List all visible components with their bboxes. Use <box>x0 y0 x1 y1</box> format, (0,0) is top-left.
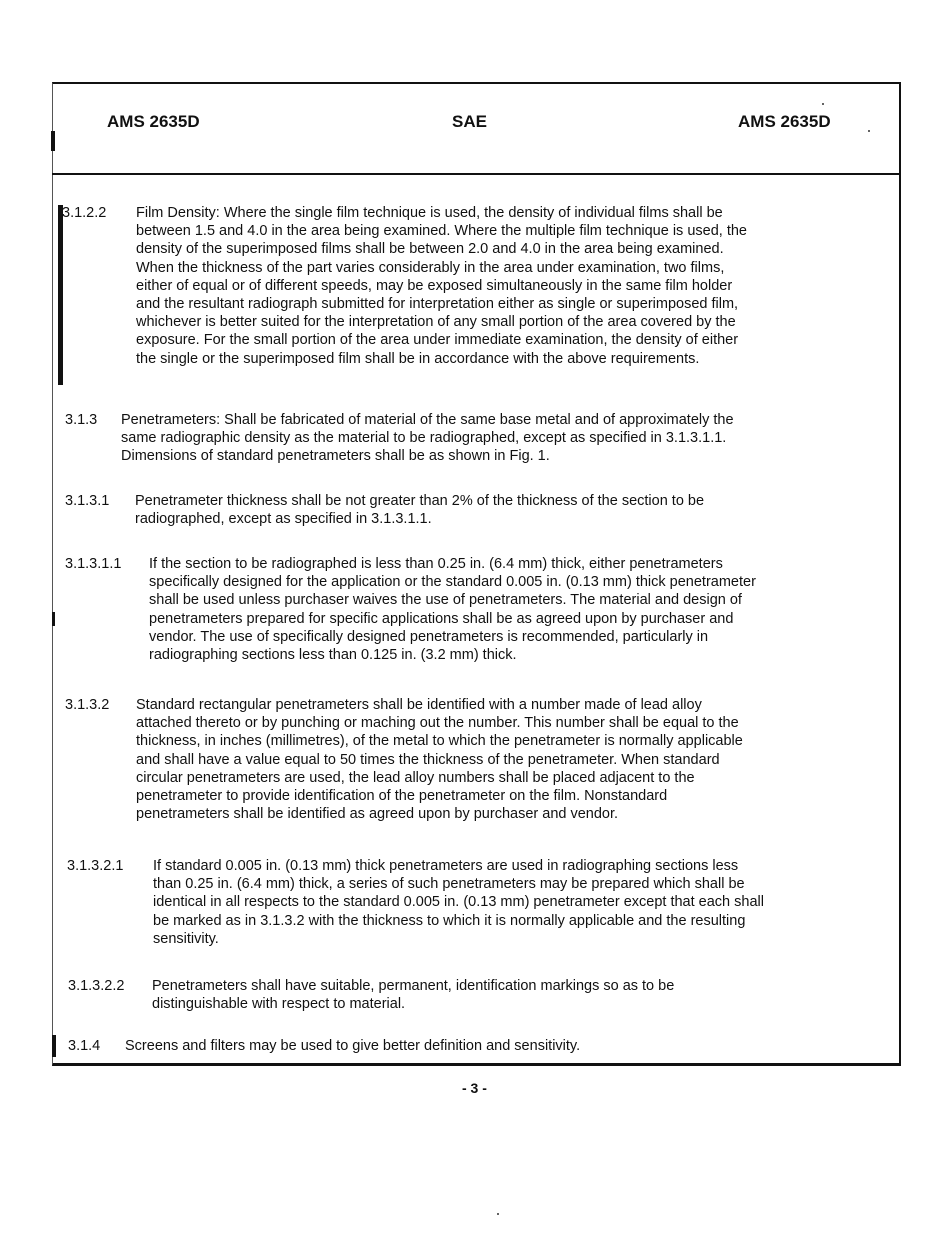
section-text <box>152 977 674 1013</box>
text-line: radiographing sections less than 0.125 in. (3.2 mm) thick. <box>149 647 517 664</box>
section-number: 3.1.4 <box>68 1038 101 1054</box>
text-line: distinguishable with respect to material. <box>152 996 406 1013</box>
section-text <box>136 204 747 368</box>
header-rule <box>52 173 901 175</box>
text-line: Penetrameters: Shall be fabricated of material of the same base metal and of approximately the <box>121 412 734 428</box>
header-doc-id-right: AMS 2635D <box>738 112 831 131</box>
section-number: 3.1.3.2.1 <box>67 858 124 874</box>
text-line: be marked as in 3.1.3.2 with the thickness to which it is normally applicable and the resulting <box>153 912 746 929</box>
text-line: the single or the superimposed film shall be in accordance with the above requirements. <box>136 350 700 367</box>
text-line: penetrameters prepared for specific applications shall be as agreed upon by purchaser and <box>149 610 734 627</box>
section-number: 3.1.3.1 <box>65 493 110 509</box>
text-line: Film Density: Where the single film technique is used, the density of individual films shall be <box>136 205 723 221</box>
section-text <box>125 1037 580 1055</box>
text-line: exposure. For the small portion of the area under immediate examination, the density of either <box>136 332 739 349</box>
text-line: Dimensions of standard penetrameters shall be as shown in Fig. 1. <box>121 448 550 465</box>
scan-speck <box>497 1213 499 1215</box>
text-line: and shall have a value equal to 50 times the thickness of the penetrameter. When standard <box>136 751 720 768</box>
text-line: If standard 0.005 in. (0.13 mm) thick penetrameters are used in radiographing sections less <box>153 858 739 874</box>
section-number: 3.1.3.1.1 <box>65 556 122 572</box>
text-line: either of equal or of different speeds, may be exposed simultaneously in the same film holder <box>136 277 733 294</box>
page-number: - 3 - <box>462 1080 487 1096</box>
text-line: attached thereto or by punching or maching out the number. This number shall be equal to the <box>136 715 739 732</box>
text-line: between 1.5 and 4.0 in the area being examined. Where the multiple film technique is used, the <box>136 223 747 240</box>
text-line: thickness, in inches (millimetres), of the metal to which the penetrameter is normally applicable <box>136 733 743 750</box>
section-text <box>149 555 756 664</box>
change-bar <box>52 612 55 626</box>
change-bar <box>51 131 55 151</box>
section-number: 3.1.3 <box>65 412 98 428</box>
text-line: shall be used unless purchaser waives the use of penetrameters. The material and design of <box>149 592 742 609</box>
text-line: Penetrameter thickness shall be not greater than 2% of the thickness of the section to be <box>135 493 705 509</box>
text-line: penetrameters shall be identified as agreed upon by purchaser and vendor. <box>136 806 619 823</box>
scan-speck <box>868 130 870 132</box>
text-line: and the resultant radiograph submitted for interpretation either as single or superimposed film, <box>136 296 739 313</box>
scan-speck <box>822 103 824 105</box>
section-text <box>121 411 734 466</box>
text-line: same radiographic density as the material to be radiographed, except as specified in 3.1.3.1.1. <box>121 430 727 447</box>
section-text <box>136 696 743 823</box>
header-doc-id-left: AMS 2635D <box>107 112 200 131</box>
text-line: radiographed, except as specified in 3.1.3.1.1. <box>135 511 432 528</box>
text-line: sensitivity. <box>153 930 219 947</box>
section-text <box>135 492 704 528</box>
text-line: specifically designed for the application or the standard 0.005 in. (0.13 mm) thick penetrameter <box>149 574 756 591</box>
text-line: If the section to be radiographed is less than 0.25 in. (6.4 mm) thick, either penetrameters <box>149 556 723 572</box>
text-line: Standard rectangular penetrameters shall be identified with a number made of lead alloy <box>136 697 702 713</box>
text-line: penetrameter to provide identification of the penetrameter on the film. Nonstandard <box>136 788 668 805</box>
section-text <box>153 857 764 948</box>
text-line: When the thickness of the part varies considerably in the area under examination, two films, <box>136 259 725 276</box>
header-publisher: SAE <box>452 112 487 131</box>
text-line: whichever is better suited for the interpretation of any small portion of the area covered by the <box>136 314 736 331</box>
text-line: circular penetrameters are used, the lead alloy numbers shall be placed adjacent to the <box>136 769 695 786</box>
text-line: than 0.25 in. (6.4 mm) thick, a series of such penetrameters may be prepared which shall be <box>153 876 745 893</box>
change-bar <box>58 205 63 385</box>
text-line: Screens and filters may be used to give better definition and sensitivity. <box>125 1038 581 1054</box>
text-line: identical in all respects to the standard 0.005 in. (0.13 mm) penetrameter except that each shall <box>153 894 764 911</box>
text-line: Penetrameters shall have suitable, permanent, identification markings so as to be <box>152 978 675 994</box>
section-number: 3.1.3.2.2 <box>68 978 125 994</box>
text-line: vendor. The use of specifically designed penetrameters is recommended, particularly in <box>149 628 709 645</box>
section-number: 3.1.3.2 <box>65 697 110 713</box>
change-bar <box>52 1035 56 1057</box>
section-number: 3.1.2.2 <box>62 205 107 221</box>
text-line: density of the superimposed films shall be between 2.0 and 4.0 in the area being examined. <box>136 241 724 258</box>
